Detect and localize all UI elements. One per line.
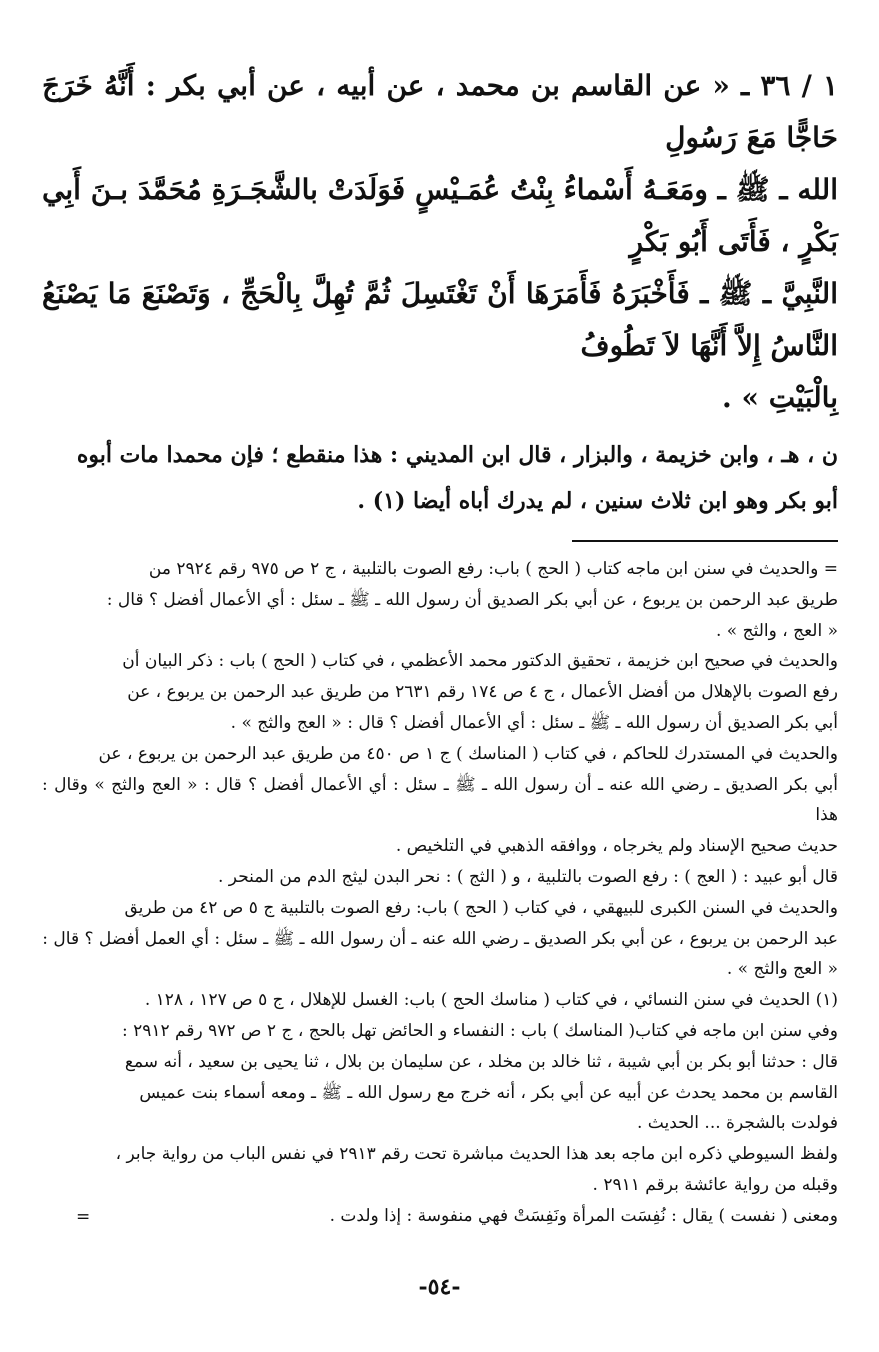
page-number: -٥٤- [418, 1274, 461, 1300]
footnote-line: وقبله من رواية عائشة برقم ٢٩١١ . [592, 1174, 838, 1195]
footnote-line: = والحديث في سنن ابن ماجه كتاب ( الحج ) باب: رفع الصوت بالتلبية ، ج ٢ ص ٩٧٥ رقم ٢٩٢٤ من [148, 559, 838, 579]
takhrij-paragraph [42, 432, 838, 524]
footnote-line: حديث صحيح الإسناد ولم يخرجاه ، ووافقه الذهبي في التلخيص . [395, 836, 838, 857]
footnote-line: ولفظ السيوطي ذكره ابن ماجه بعد هذا الحديث مباشرة تحت رقم ٢٩١٣ في نفس الباب من رواية جابر ، [115, 1144, 838, 1165]
footnote-line: « العج والثج » . [726, 959, 838, 980]
footnote-line: رفع الصوت بالإهلال من أفضل الأعمال ، ج ٤ ص ١٧٤ رقم ٢٦٣١ من طريق عبد الرحمن بن يربوع ، عن [127, 682, 838, 703]
footnote-line: (١) الحديث في سنن النسائي ، في كتاب ( مناسك الحج ) باب: الغسل للإهلال ، ج ٥ ص ١٢٧ ، ١٢٨ . [144, 990, 838, 1011]
footnote-line: عبد الرحمن بن يربوع ، عن أبي بكر الصديق ـ رضي الله عنه ـ أن رسول الله ـ ﷺ ـ سئل : أي العمل أفضل ؟ قال : [42, 928, 838, 949]
footnote-line: والحديث في المستدرك للحاكم ، في كتاب ( المناسك ) ج ١ ص ٤٥٠ من طريق عبد الرحمن بن يربوع ، عن [98, 743, 838, 764]
footnote-line: طريق عبد الرحمن بن يربوع ، عن أبي بكر الصديق أن رسول الله ـ ﷺ ـ سئل : أي الأعمال أفضل ؟ قال : [106, 589, 838, 610]
footnote-separator [572, 540, 838, 542]
hadith-line: بِالْبَيْتِ » . [722, 381, 838, 414]
footnote-line: قال : حدثنا أبو بكر بن أبي شيبة ، ثنا خالد بن مخلد ، عن سليمان بن بلال ، ثنا يحيى بن سعيد ، أنه سمع [124, 1051, 838, 1072]
footnote-line: قال أبو عبيد : ( العج ) : رفع الصوت بالتلبية ، و ( الثج ) : نحر البدن ليثج الدم من المنحر . [218, 866, 838, 887]
hadith-line: ١ / ٣٦ ـ « عن القاسم بن محمد ، عن أبيه ، عن أبي بكر : أَنَّهُ خَرَجَ حَاجًّا مَعَ رَسُولِ [42, 69, 838, 154]
page-body [42, 60, 838, 1232]
footnote-line: « العج ، والثج » . [715, 620, 838, 641]
hadith-line: الله ـ ﷺ ـ ومَعَـهُ أَسْماءُ بِنْتُ عُمَـيْسٍ فَوَلَدَتْ بالشَّجَـرَةِ مُحَمَّدَ بـنَ أَبِي بَكْرٍ ، فَأَتَى أَبُو بَكْرٍ [42, 173, 838, 258]
footnotes [42, 554, 838, 1232]
continuation-mark: = [76, 1207, 91, 1227]
footnote-line: ومعنى ( نفست ) يقال : نُفِسَت المرأة ونَفِسَتْ فهي منفوسة : إذا ولدت . [329, 1205, 838, 1226]
footnote-line: القاسم بن محمد يحدث عن أبيه عن أبي بكر ، أنه خرج مع رسول الله ـ ﷺ ـ ومعه أسماء بنت عميس [139, 1082, 838, 1103]
takhrij-line: أبو بكر وهو ابن ثلاث سنين ، لم يدرك أباه أيضا (١) . [357, 488, 838, 514]
footnote-line: والحديث في السنن الكبرى للبيهقي ، في كتاب ( الحج ) باب: رفع الصوت بالتلبية ج ٥ ص ٤٢ من طريق [124, 897, 838, 918]
footnote-line: والحديث في صحيح ابن خزيمة ، تحقيق الدكتور محمد الأعظمي ، في كتاب ( الحج ) باب : ذكر البيان أن [122, 651, 838, 672]
footnote-line: فولدت بالشجرة ... الحديث . [637, 1113, 838, 1134]
hadith-text [42, 60, 838, 424]
footnote-line: أبي بكر الصديق أن رسول الله ـ ﷺ ـ سئل : أي الأعمال أفضل ؟ قال : « العج والثج » . [230, 712, 838, 733]
hadith-line: النَّبِيَّ ـ ﷺ ـ فَأَخْبَرَهُ فَأَمَرَهَا أَنْ تَغْتَسِلَ ثُمَّ تُهِلَّ بِالْحَجِّ ، وَتَصْنَعَ مَا يَصْنَعُ النَّاسُ إِلاَّ أَنَّهَا لاَ تَطُوفُ [42, 277, 838, 362]
footnote-line: أبي بكر الصديق ـ رضي الله عنه ـ أن رسول الله ـ ﷺ ـ سئل : أي الأعمال أفضل ؟ قال : « العج والثج » وقال : هذا [42, 774, 838, 826]
takhrij-line: ن ، هـ ، وابن خزيمة ، والبزار ، قال ابن المديني : هذا منقطع ؛ فإن محمدا مات أبوه [76, 442, 838, 468]
footnote-line: وفي سنن ابن ماجه في كتاب( المناسك ) باب : النفساء و الحائض تهل بالحج ، ج ٢ ص ٩٧٢ رقم ٢٩١٢ : [121, 1020, 838, 1041]
